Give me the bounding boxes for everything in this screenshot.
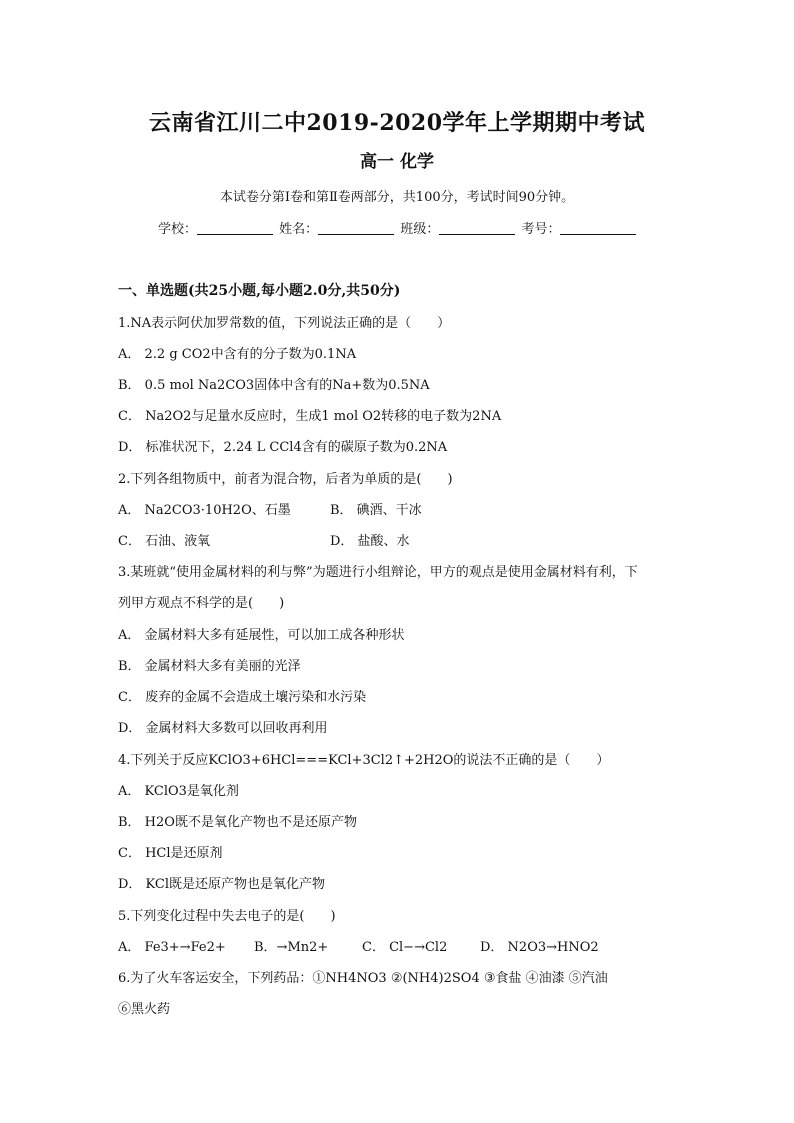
section-heading: 一、单选题(共25小题,每小题2.0分,共50分) <box>118 283 401 299</box>
q2-option-a: A． Na2CO3·10H2O、石墨 <box>118 503 291 518</box>
field-name-blank <box>318 222 394 235</box>
q4-option-b: B． H2O既不是氧化产物也不是还原产物 <box>118 815 357 830</box>
field-class-label: 班级： <box>400 222 440 237</box>
q2-option-d: D． 盐酸、水 <box>330 534 410 549</box>
field-school-blank <box>197 222 273 235</box>
q3-stem-line1: 3.某班就“使用金属材料的利与弊”为题进行小组辩论，甲方的观点是使用金属材料有利，下 <box>118 565 638 580</box>
q1-option-c: C． Na2O2与足量水反应时，生成1 mol O2转移的电子数为2NA <box>118 409 502 424</box>
q5-option-a: A． Fe3+→Fe2+ <box>118 940 226 955</box>
q1-option-d: D． 标准状况下，2.24 L CCl4含有的碳原子数为0.2NA <box>118 440 448 455</box>
q1-option-b: B． 0.5 mol Na2CO3固体中含有的Na+数为0.5NA <box>118 378 430 393</box>
q5-option-c: C． Cl−→Cl2 <box>362 940 448 955</box>
q1-option-a: A． 2.2 g CO2中含有的分子数为0.1NA <box>118 347 357 362</box>
q3-stem-line2: 列甲方观点不科学的是( ) <box>118 596 285 611</box>
field-class-blank <box>439 222 515 235</box>
q4-option-c: C． HCl是还原剂 <box>118 846 223 861</box>
exam-info: 本试卷分第Ⅰ卷和第Ⅱ卷两部分，共100分，考试时间90分钟。 <box>219 190 575 205</box>
field-school-label: 学校： <box>158 222 198 237</box>
q4-stem: 4.下列关于反应KClO3+6HCl===KCl+3Cl2↑+2H2O的说法不正确的是（ ） <box>118 753 610 768</box>
field-number-label: 考号： <box>521 222 561 237</box>
student-info-fields <box>158 218 638 237</box>
q4-option-d: D． KCl既是还原产物也是氧化产物 <box>118 877 326 892</box>
q3-option-d: D． 金属材料大多数可以回收再利用 <box>118 721 328 736</box>
q5-option-d: D． N2O3→HNO2 <box>480 940 599 955</box>
q4-option-a: A． KClO3是氧化剂 <box>118 784 239 799</box>
q2-option-c: C． 石油、液氧 <box>118 534 211 549</box>
q3-option-b: B． 金属材料大多有美丽的光泽 <box>118 659 301 674</box>
q1-stem: 1.NA表示阿伏加罗常数的值，下列说法正确的是（ ） <box>118 316 451 331</box>
q2-option-b: B． 碘酒、干冰 <box>330 503 422 518</box>
field-number-blank <box>560 222 636 235</box>
q6-stem-line2: ⑥黑火药 <box>118 1002 171 1017</box>
q5-stem: 5.下列变化过程中失去电子的是( ) <box>118 909 336 924</box>
field-name-label: 姓名： <box>279 222 319 237</box>
exam-title: 云南省江川二中2019-2020学年上学期期中考试 <box>148 110 646 136</box>
q3-option-a: A． 金属材料大多有延展性，可以加工成各种形状 <box>118 628 405 643</box>
q6-stem-line1: 6.为了火车客运安全，下列药品：①NH4NO3 ②(NH4)2SO4 ③食盐 ④油漆 ⑤汽油 <box>118 971 608 986</box>
exam-subtitle: 高一 化学 <box>360 152 434 172</box>
q2-stem: 2.下列各组物质中，前者为混合物，后者为单质的是( ) <box>118 472 453 487</box>
q3-option-c: C． 废弃的金属不会造成土壤污染和水污染 <box>118 690 367 705</box>
q5-option-b: B．→Mn2+ <box>254 940 329 955</box>
